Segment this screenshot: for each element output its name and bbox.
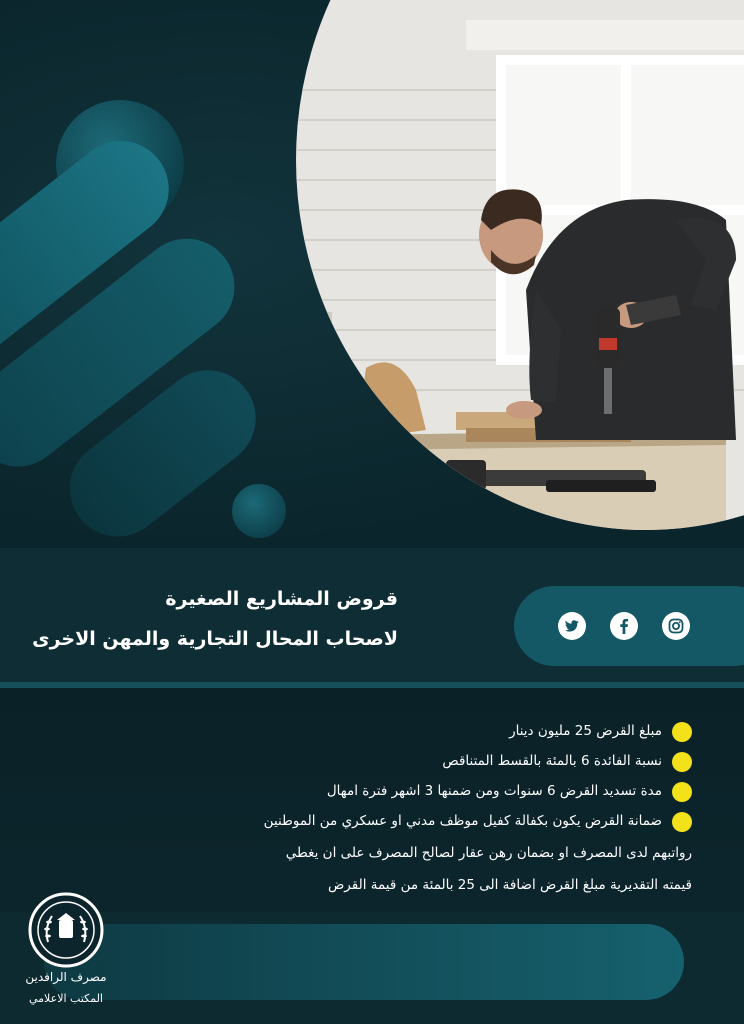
facebook-icon[interactable] [610,612,638,640]
bullet-dot [672,782,692,802]
twitter-icon[interactable] [558,612,586,640]
bank-logo-emblem [28,892,104,968]
footer-bar [44,924,684,1000]
page-title: قروض المشاريع الصغيرة [165,588,398,610]
bullet-dot [672,812,692,832]
loan-details [0,682,744,912]
carpenter-illustration [296,0,744,530]
media-office-label: المكتب الاعلامي [29,992,103,1005]
instagram-icon[interactable] [662,612,690,640]
loan-amount: مبلغ القرض 25 مليون دينار [509,723,662,739]
bank-name: مصرف الرافدين [25,970,107,984]
guarantee-line-3: قيمته التقديرية مبلغ القرض اضافة الى 25 بالمئة من قيمة القرض [327,877,692,893]
repayment-period: مدة تسديد القرض 6 سنوات ومن ضمنها 3 اشهر فترة امهال [326,783,662,799]
hero-photo [296,0,744,530]
guarantee-line-1: ضمانة القرض يكون بكفالة كفيل موظف مدني او عسكري من الموطنين [263,813,662,829]
title-band [0,548,744,682]
guarantee-line-2: رواتبهم لدى المصرف او بضمان رهن عقار لصالح المصرف على ان يغطي [285,845,692,861]
bullet-dot [672,752,692,772]
decorative-circle [232,484,286,538]
page-subtitle: لاصحاب المحال التجارية والمهن الاخرى [32,628,398,650]
bullet-dot [672,722,692,742]
social-links [514,586,744,666]
interest-rate: نسبة الفائدة 6 بالمئة بالقسط المتناقص [442,753,662,769]
